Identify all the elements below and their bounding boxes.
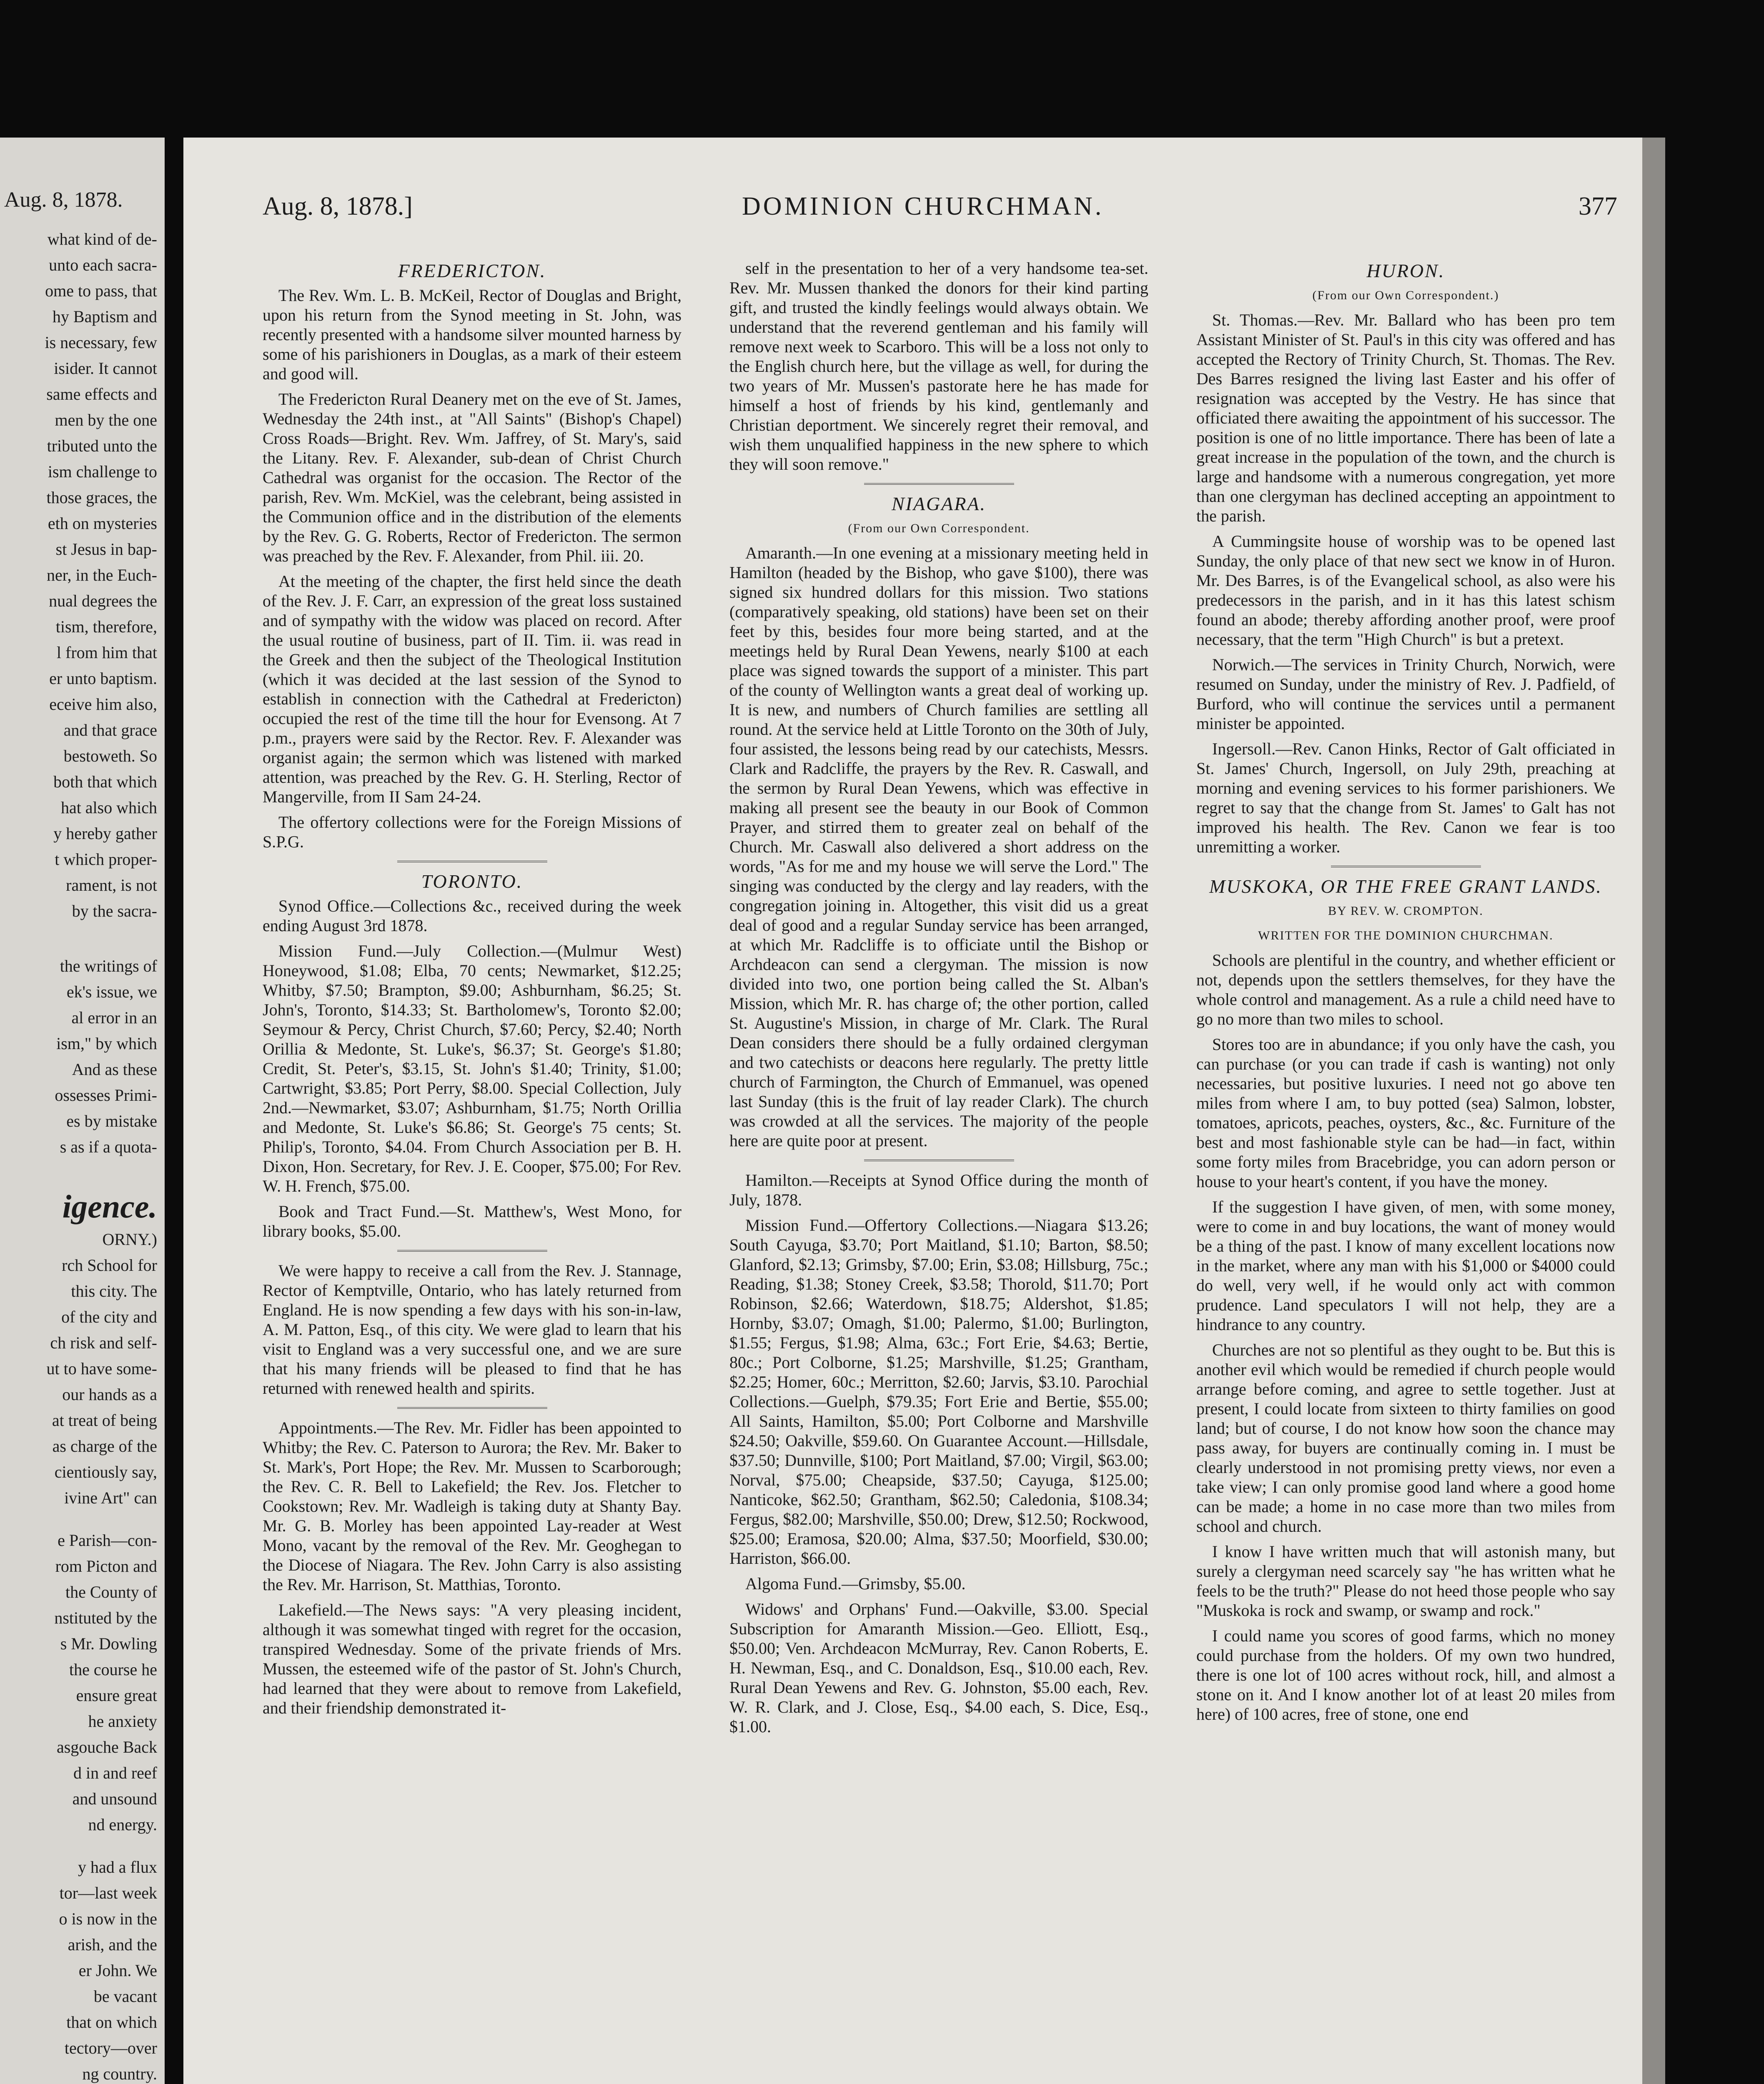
previous-page-text-fragment: be vacant xyxy=(93,1987,157,2006)
article-paragraph: I know I have written much that will astonish many, but surely a clergyman need scarcely say "he has written what he feels to be the truth?" Please do not heed those people who say "Muskoka is rock and swamp, or swamp and rock." xyxy=(1196,1542,1615,1620)
previous-page-text-fragment: ism," by which xyxy=(56,1034,157,1053)
previous-page-text-fragment: same effects and xyxy=(46,385,157,403)
previous-page-text-fragment: at treat of being xyxy=(52,1411,157,1430)
previous-page-text-fragment: ut to have some- xyxy=(46,1359,157,1378)
article-paragraph: Stores too are in abundance; if you only have the cash, you can purchase (or you can trade if cash is wanting) not only necessaries, but positive luxuries. I need not go above ten miles from where I am, to buy potted (sea) Salmon, lobster, tomatoes, apricots, peaches, oysters, &c., &c. Furniture of the best and most fashionable style can be had—in fact, within some forty miles from Bracebridge, you can adorn person or house to your heart's content, if you have the money. xyxy=(1196,1035,1615,1191)
section-rule xyxy=(397,1250,547,1252)
article-paragraph: If the suggestion I have given, of men, with some money, were to come in and buy locations, the want of money would be a thing of the past. I know of many excellent locations now in the market, where any man with his $1,000 or $4000 could do well, very well, if he would only act with common prudence. Land speculators I will not help, they are a hindrance to any country. xyxy=(1196,1197,1615,1334)
previous-page-text-fragment: hy Baptism and xyxy=(52,307,157,326)
previous-page-text-fragment: l from him that xyxy=(56,643,157,662)
section-title: MUSKOKA, OR THE FREE GRANT LANDS. xyxy=(1209,876,1602,897)
previous-page-text-fragment: as charge of the xyxy=(52,1437,157,1455)
previous-page-text-fragment: er unto baptism. xyxy=(49,669,157,688)
article-paragraph: Mission Fund.—July Collection.—(Mulmur West) Honeywood, $1.08; Elba, 70 cents; Newmarket, $12.25; Whitby, $7.50; Brampton, $9.00; Ashburnham, $6.25; St. John's, Toronto, $14.33; St. Bartholomew's, Toronto $2.00; Seymour & Percy, Christ Church, $7.60; Percy, $2.40; North Orillia & Medonte, St. Luke's, $6.37; St. George's $1.80; Credit, St. Peter's, $3.15, St. John's $1.40; Trinity, $1.00; Cartwright, $3.85; Port Perry, $8.00. Special Collection, July 2nd.—Newmarket, $3.07; Ashburnham, $1.75; North Orillia and Medonte, St. Luke's $6.86; St. George's 75 cents; St. Philip's, Toronto, $4.04. From Church Association per B. H. Dixon, Hon. Secretary, for Rev. J. E. Cooper, $75.00; For Rev. W. H. French, $75.00. xyxy=(263,942,682,1195)
previous-page-text-fragment: s as if a quota- xyxy=(60,1137,157,1156)
previous-page-text-fragment: bestoweth. So xyxy=(63,746,157,765)
previous-page-text-fragment: is necessary, few xyxy=(45,333,157,352)
section-title: FREDERICTON. xyxy=(398,260,546,281)
previous-page-text-fragment: by the sacra- xyxy=(72,902,157,920)
column-3 xyxy=(1196,258,1615,1730)
previous-page-text-fragment: nual degrees the xyxy=(49,591,157,610)
previous-page-text-fragment: al error in an xyxy=(71,1008,157,1027)
previous-page-text-fragment: unto each sacra- xyxy=(49,255,157,274)
previous-page-edge xyxy=(0,138,165,2084)
article-paragraph: Norwich.—The services in Trinity Church, Norwich, were resumed on Sunday, under the ministry of Rev. J. Padfield, of Burford, who will continue the services until a permanent minister be appointed. xyxy=(1196,655,1615,733)
section-rule xyxy=(1331,866,1481,867)
previous-page-text-fragment: men by the one xyxy=(55,411,157,429)
previous-page-text-fragment: s Mr. Dowling xyxy=(60,1634,157,1653)
previous-page-text-fragment: ensure great xyxy=(76,1686,157,1705)
section-title: TORONTO. xyxy=(421,871,523,892)
previous-page-text-fragment: tributed unto the xyxy=(47,436,157,455)
previous-page-text-fragment: eceive him also, xyxy=(49,695,157,714)
previous-page-text-fragment: ner, in the Euch- xyxy=(47,566,157,584)
article-paragraph: The Fredericton Rural Deanery met on the eve of St. James, Wednesday the 24th inst., at "All Saints" (Bishop's Chapel) Cross Roads—Bright. Rev. Wm. Jaffrey, of St. Mary's, said the Litany. Rev. F. Alexander, sub-dean of Christ Church Cathedral was organist for the occasion. The Rector of the parish, Rev. Wm. McKiel, was the celebrant, being assisted in the Communion office and in the distribution of the elements by the Rev. G. G. Roberts, Rector of Fredericton. The sermon was preached by the Rev. F. Alexander, from Phil. iii. 20. xyxy=(263,390,682,565)
previous-page-text-fragment: nd energy. xyxy=(88,1815,157,1834)
previous-page-text-fragment: eth on mysteries xyxy=(48,514,157,533)
previous-page-text-fragment: ng country. xyxy=(82,2064,157,2083)
previous-page-text-fragment: er John. We xyxy=(78,1961,157,1980)
section-byline: (From our Own Correspondent.) xyxy=(1312,288,1499,302)
article-paragraph: Schools are plentiful in the country, and whether efficient or not, depends upon the settlers themselves, for they have the whole control and management. As a rule a child need have to go no more than two miles to school. xyxy=(1196,951,1615,1028)
previous-page-text-fragment: t which proper- xyxy=(55,850,157,869)
section-title: NIAGARA. xyxy=(891,493,987,514)
previous-page-text-fragment: the course he xyxy=(69,1660,157,1679)
previous-page-text-fragment: and that grace xyxy=(63,721,157,739)
issue-date: Aug. 8, 1878.] xyxy=(263,192,413,220)
article-paragraph: Churches are not so plentiful as they ought to be. But this is another evil which would be remedied if church people would arrange before coming, and agree to settle together. Just at present, I could locate from sixteen to thirty families on good land; but of course, I do not know how soon the chance may pass away, for buyers are continually coming in. I must be clearly understood in not promising pretty views, nor even a take view; I can only promise good land where a good home can be made; a home in no case more than two miles from school and church. xyxy=(1196,1340,1615,1535)
previous-page-text-fragment: ome to pass, that xyxy=(45,281,157,300)
previous-page-text-fragment: ossesses Primi- xyxy=(55,1086,157,1105)
previous-page-text-fragment: cientiously say, xyxy=(54,1463,157,1481)
previous-page-text-fragment: tism, therefore, xyxy=(55,617,157,636)
previous-page-text-fragment: e Parish—con- xyxy=(58,1531,157,1550)
previous-page-text-fragment: he anxiety xyxy=(88,1712,157,1731)
section-rule xyxy=(864,1160,1014,1161)
article-paragraph: Hamilton.—Receipts at Synod Office during the month of July, 1878. xyxy=(729,1171,1148,1209)
article-paragraph: Synod Office.—Collections &c., received during the week ending August 3rd 1878. xyxy=(263,897,682,935)
column-2 xyxy=(729,258,1148,1742)
previous-page-text-fragment: st Jesus in bap- xyxy=(55,540,157,559)
article-paragraph: Algoma Fund.—Grimsby, $5.00. xyxy=(745,1574,966,1593)
previous-page-text-fragment: rom Picton and xyxy=(55,1557,157,1576)
column-1 xyxy=(263,258,682,1723)
previous-page-text-fragment: igence. xyxy=(62,1188,157,1225)
article-paragraph: Amaranth.—In one evening at a missionary meeting held in Hamilton (headed by the Bishop, who gave $100), there was signed six hundred dollars for this mission. Two stations (comparatively speaking, old stations) have been set on their feet by this, besides four more being started, and at the meetings held by Rural Dean Yewens, nearly $100 at each place was signed towards the support of a minister. This part of the county of Wellington wants a great deal of working up. It is new, and numbers of Church families are settling all round. At the service held at Little Toronto on the 30th of July, four assisted, the lessons being read by our catechists, Messrs. Clark and Radcliffe, the prayers by the Rev. R. Caswall, and the sermon by Rural Dean Yewens, which was effective in making all present see the beauty in our Book of Common Prayer, and stirred them to greater zeal on behalf of the Church. Mr. Caswall also delivered a short address on the words, "As for me and my house we will serve the Lord." The singing was conducted by the clergy and lay readers, with the congregation joining in. Altogether, this visit did us a great deal of good and a regular Sunday service has been arranged, at which Mr. Radcliffe is to officiate until the Bishop or Archdeacon can send a clergyman. The mission is now divided into two, one portion being called the St. Alban's Mission, which Mr. R. has charge of; the other portion, called St. Augustine's Mission, in charge of Mr. Clark. The Rural Dean considers there should be a fully ordained clergyman and two catechists or deacons here regularly. The pretty little church of Farmington, the Church of Emmanuel, was opened last Sunday (this is the fruit of lay reader Clark). The church was crowded at all the services. The majority of the people here are quite poor at present. xyxy=(729,544,1148,1150)
previous-page-text-fragment: that on which xyxy=(66,2013,157,2031)
previous-page-text-fragment: those graces, the xyxy=(46,488,157,507)
article-paragraph: Widows' and Orphans' Fund.—Oakville, $3.00. Special Subscription for Amaranth Mission.—Geo. Elliott, Esq., $50.00; Ven. Archdeacon McMurray, Rev. Canon Roberts, E. H. Newman, Esq., and C. Donaldson, Esq., $10.00 each, Rev. Rural Dean Yewens and Rev. G. Johnston, $5.00 each, Rev. W. R. Clark, and J. Close, Esq., $4.00 each, S. Dice, Esq., $1.00. xyxy=(729,1600,1148,1736)
previous-page-text-fragment: the County of xyxy=(65,1583,157,1601)
section-rule xyxy=(397,1407,547,1409)
article-paragraph: The Rev. Wm. L. B. McKeil, Rector of Douglas and Bright, upon his return from the Synod meeting in St. John, was recently presented with a handsome silver mounted harness by some of his parishioners in Douglas, as a mark of their esteem and good will. xyxy=(263,286,682,383)
previous-page-text-fragment: asgouche Back xyxy=(56,1738,157,1756)
section-byline: (From our Own Correspondent. xyxy=(848,521,1030,535)
previous-page-text-fragment: hat also which xyxy=(60,798,157,817)
previous-page-text-fragment: tectory—over xyxy=(64,2039,157,2057)
section-byline: WRITTEN FOR THE DOMINION CHURCHMAN. xyxy=(1258,929,1554,942)
previous-page-text-fragment: ek's issue, we xyxy=(66,982,157,1001)
previous-page-header: Aug. 8, 1878. xyxy=(4,188,123,212)
previous-page-text-fragment: ORNY.) xyxy=(102,1230,157,1249)
previous-page-text-fragment: of the city and xyxy=(61,1308,157,1326)
article-paragraph: Mission Fund.—Offertory Collections.—Niagara $13.26; South Cayuga, $3.70; Port Maitland, $1.10; Barton, $8.50; Glanford, $2.13; Grimsby, $7.00; Erin, $3.08; Hillsburg, 75c.; Reading, $1.38; Stoney Creek, $3.58; Thorold, $11.70; Port Robinson, $2.66; Waterdown, $18.75; Aldershot, $1.85; Hornby, $3.07; Omagh, $1.00; Palermo, $1.00; Burlington, $1.55; Fergus, $1.98; Alma, 63c.; Fort Erie, $4.63; Bertie, 80c.; Port Colborne, $1.25; Marshville, $1.25; Grantham, $2.25; Homer, 60c.; Merritton, $2.60; Jarvis, $3.10. Parochial Collections.—Guelph, $79.35; Fort Erie and Bertie, $55.00; All Saints, Hamilton, $5.00; Port Colborne and Marshville $24.50; Oakville, $59.60. On Guarantee Account.—Hillsdale, $37.50; Dunnville, $100; Port Maitland, $7.00; Virgil, $63.00; Norval, $75.00; Cheapside, $37.50; Cayuga, $125.00; Nanticoke, $62.50; Grantham, $62.50; Caledonia, $108.34; Fergus, $82.00; Marshville, $50.00; Drew, $12.50; Rockwood, $25.00; Eramosa, $20.00; Alma, $37.50; Moorfield, $30.00; Harriston, $66.00. xyxy=(729,1216,1148,1568)
article-paragraph: Book and Tract Fund.—St. Matthew's, West Mono, for library books, $5.00. xyxy=(263,1202,682,1240)
previous-page-text-fragment: es by mistake xyxy=(66,1112,157,1130)
article-paragraph: The offertory collections were for the Foreign Missions of S.P.G. xyxy=(263,813,682,851)
previous-page-text-fragment: d in and reef xyxy=(73,1763,157,1782)
article-paragraph: At the meeting of the chapter, the first held since the death of the Rev. J. F. Carr, an expression of the great loss sustained and of sympathy with the widow was placed on record. After the usual routine of business, part of II. Tim. ii. was read in the Greek and then the subject of the Theological Institution (which it was decided at the last session of the Synod to establish in connection with the Cathedral at Fredericton) occupied the rest of the time till the hour for Evensong. At 7 p.m., prayers were said by the Rector. Rev. F. Alexander was organist again; the sermon which was listened with marked attention, was preached by the Rev. G. H. Sterling, Rector of Mangerville, from II Sam 24-24. xyxy=(263,572,682,806)
page-header xyxy=(263,192,1642,229)
article-paragraph: I could name you scores of good farms, which no money could purchase from the holders. Of my own two hundred, there is one lot of 100 acres without rock, hill, and almost a stone on it. And I know another lot of at least 20 miles from here) of 100 acres, free of stone, one end xyxy=(1196,1626,1615,1723)
article-paragraph: Appointments.—The Rev. Mr. Fidler has been appointed to Whitby; the Rev. C. Paterson to Aurora; the Rev. Mr. Baker to St. Mark's, Port Hope; the Rev. Mr. Mussen to Scarborough; the Rev. C. R. Bell to Lakefield; the Rev. Jos. Fletcher to Cookstown; Rev. Mr. Wadleigh is taking duty at Shanty Bay. Mr. G. B. Morley has been appointed Lay-reader at West Mono, vacant by the removal of the Rev. Mr. Geoghegan to the Diocese of Niagara. The Rev. John Carry is also assisting the Rev. Mr. Harrison, St. Matthias, Toronto. xyxy=(263,1418,682,1594)
page-number: 377 xyxy=(1579,192,1617,220)
previous-page-text-fragment: ivine Art" can xyxy=(64,1488,157,1507)
previous-page-text-fragment: our hands as a xyxy=(62,1385,157,1404)
article-paragraph: self in the presentation to her of a very handsome tea-set. Rev. Mr. Mussen thanked the donors for their kind parting gift, and trusted the kindly feelings would always obtain. We understand that the reverend gentleman and his family will remove next week to Scarboro. This will be a loss not only to the English church here, but the village as well, for during the two years of Mr. Mussen's pastorate here he has made for himself a host of friends by his kind, gentlemanly and Christian deportment. We sincerely regret their removal, and wish them unqualified happiness in the new sphere to which they will soon remove." xyxy=(729,259,1148,473)
section-rule xyxy=(397,861,547,862)
section-rule xyxy=(864,483,1014,485)
previous-page-text-fragment: arish, and the xyxy=(68,1935,157,1954)
previous-page-text-fragment: both that which xyxy=(53,772,157,791)
section-byline: BY REV. W. CROMPTON. xyxy=(1328,904,1483,918)
article-paragraph: We were happy to receive a call from the Rev. J. Stannage, Rector of Kemptville, Ontario, who has lately returned from England. He is now spending a few days with his son-in-law, A. M. Patton, Esq., of this city. We were glad to learn that his visit to England was a very successful one, and we are sure that his many friends will be pleased to find that he has returned with renewed health and spirits. xyxy=(263,1261,682,1398)
newspaper-page xyxy=(183,138,1642,2084)
previous-page-text-fragment: And as these xyxy=(72,1060,157,1079)
previous-page-text-fragment: ch risk and self- xyxy=(50,1333,157,1352)
book-spine xyxy=(1642,138,1665,2084)
previous-page-text-fragment: rch School for xyxy=(62,1256,157,1275)
masthead-title: DOMINION CHURCHMAN. xyxy=(742,192,1104,220)
previous-page-text-fragment: and unsound xyxy=(72,1789,157,1808)
previous-page-text-fragment: ism challenge to xyxy=(48,462,157,481)
previous-page-text-fragment: nstituted by the xyxy=(54,1608,157,1627)
previous-page-text-fragment: this city. The xyxy=(71,1282,157,1300)
section-title: HURON. xyxy=(1366,260,1445,281)
previous-page-text-fragment: rament, is not xyxy=(66,876,157,894)
previous-page-text-fragment: y had a flux xyxy=(78,1858,157,1876)
previous-page-text-fragment: tor—last week xyxy=(59,1884,157,1902)
previous-page-text-fragment: the writings of xyxy=(60,957,157,975)
article-paragraph: St. Thomas.—Rev. Mr. Ballard who has been pro tem Assistant Minister of St. Paul's in this city was offered and has accepted the Rectory of Trinity Church, St. Thomas. The Rev. Des Barres resigned the living last Easter and his offer of resignation was accepted by the Vestry. He has since that officiated there awaiting the appointment of his successor. The position is one of no little importance. There has been of late a great increase in the population of the town, and the church is large and handsome with a numerous congregation, yet more than one clergyman has declined accepting an appointment to the parish. xyxy=(1196,311,1615,525)
article-paragraph: Ingersoll.—Rev. Canon Hinks, Rector of Galt officiated in St. James' Church, Ingersoll, on July 29th, preaching at morning and evening services to his former parishioners. We regret to say that the change from St. James' to Galt has not improved his health. The Rev. Canon we fear is too unremitting a worker. xyxy=(1196,739,1615,856)
previous-page-text-fragment: isider. It cannot xyxy=(54,359,157,378)
previous-page-text-fragment: y hereby gather xyxy=(53,824,157,843)
previous-page-text-fragment: o is now in the xyxy=(59,1909,157,1928)
previous-page-text-fragment: what kind of de- xyxy=(47,230,157,248)
article-paragraph: A Cummingsite house of worship was to be opened last Sunday, the only place of that new sect we know in of Huron. Mr. Des Barres, is of the Evangelical school, as also were his predecessors in the parish, and in it has this latest schism found an abode; thereby affording another proof, were proof necessary, that the term "High Church" is but a pretext. xyxy=(1196,532,1615,649)
article-paragraph: Lakefield.—The News says: "A very pleasing incident, although it was somewhat tinged with regret for the occasion, transpired Wednesday. Some of the private friends of Mrs. Mussen, the esteemed wife of the pastor of St. John's Church, had learned that they were about to remove from Lakefield, and their friendship demonstrated it- xyxy=(263,1601,682,1717)
